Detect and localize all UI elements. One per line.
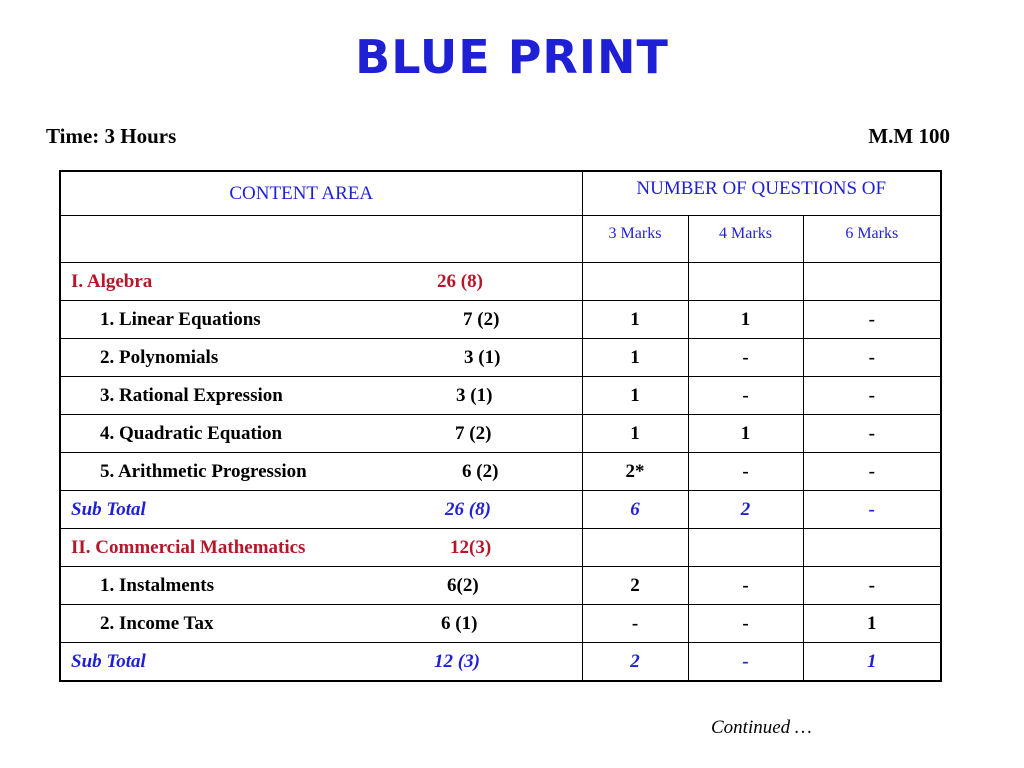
row-label: I. Algebra [71,270,153,292]
table-row [60,453,941,491]
row-value: 6 (1) [441,612,478,634]
subtotal-row [60,491,941,529]
cell-4-marks: 2 [688,491,803,529]
content-cell [60,415,582,453]
row-value: 12 (3) [434,650,480,672]
table-row [60,529,941,567]
cell-6-marks [803,529,941,567]
row-label: 2. Polynomials [100,346,219,368]
cell-6-marks: 1 [803,643,941,682]
cell-3-marks [582,263,688,301]
content-cell [60,377,582,415]
table-row [60,377,941,415]
row-value: 7 (2) [455,422,492,444]
cell-3-marks: 2 [582,567,688,605]
cell-3-marks [582,529,688,567]
row-value: 26 (8) [445,498,491,520]
page-title: BLUE PRINT [355,30,669,84]
row-label: 2. Income Tax [100,612,214,634]
cell-4-marks: - [688,605,803,643]
table-row [60,339,941,377]
marks-header-row [60,216,941,263]
cell-6-marks: - [803,453,941,491]
table-row [60,567,941,605]
cell-6-marks: - [803,491,941,529]
content-cell [60,453,582,491]
content-cell [60,339,582,377]
cell-3-marks: 2* [582,453,688,491]
cell-4-marks: - [688,377,803,415]
row-value: 26 (8) [437,270,483,292]
content-cell [60,529,582,567]
content-cell [60,643,582,682]
cell-4-marks: - [688,453,803,491]
content-cell [60,491,582,529]
cell-4-marks [688,263,803,301]
marks-4-header: 4 Marks [688,216,803,263]
cell-4-marks: - [688,339,803,377]
number-of-questions-header: NUMBER OF QUESTIONS OF [582,171,941,216]
marks-3-header: 3 Marks [582,216,688,263]
table-row [60,301,941,339]
row-label: 5. Arithmetic Progression [100,460,307,482]
row-label: Sub Total [71,498,146,520]
cell-4-marks: - [688,567,803,605]
cell-6-marks [803,263,941,301]
row-label: 1. Linear Equations [100,308,261,330]
row-value: 12(3) [450,536,492,558]
time-label: Time: 3 Hours [46,124,177,148]
content-cell [60,605,582,643]
cell-3-marks: 1 [582,301,688,339]
cell-4-marks: 1 [688,415,803,453]
cell-3-marks: - [582,605,688,643]
content-area-header: CONTENT AREA [60,171,582,216]
row-label: II. Commercial Mathematics [71,536,306,558]
content-cell [60,301,582,339]
blueprint-table [59,170,942,682]
cell-6-marks: - [803,339,941,377]
empty-header-cell [60,216,582,263]
row-label: 4. Quadratic Equation [100,422,283,444]
cell-3-marks: 2 [582,643,688,682]
content-cell [60,567,582,605]
cell-6-marks: - [803,567,941,605]
cell-4-marks: - [688,643,803,682]
cell-6-marks: - [803,415,941,453]
cell-6-marks: - [803,301,941,339]
cell-6-marks: 1 [803,605,941,643]
row-value: 3 (1) [464,346,501,368]
content-cell [60,263,582,301]
row-value: 3 (1) [456,384,493,406]
marks-6-header: 6 Marks [803,216,941,263]
table-row [60,415,941,453]
table-row [60,605,941,643]
row-label: Sub Total [71,650,146,672]
cell-3-marks: 1 [582,339,688,377]
row-label: 3. Rational Expression [100,384,283,406]
cell-6-marks: - [803,377,941,415]
cell-3-marks: 1 [582,377,688,415]
cell-3-marks: 1 [582,415,688,453]
row-label: 1. Instalments [100,574,215,596]
cell-3-marks: 6 [582,491,688,529]
continued-note: Continued … [711,717,812,738]
max-marks-label: M.M 100 [868,124,950,148]
subtotal-row [60,643,941,682]
table-row [60,263,941,301]
row-value: 6 (2) [462,460,499,482]
row-value: 6(2) [447,574,479,596]
cell-4-marks [688,529,803,567]
cell-4-marks: 1 [688,301,803,339]
row-value: 7 (2) [463,308,500,330]
header-row [60,171,941,216]
